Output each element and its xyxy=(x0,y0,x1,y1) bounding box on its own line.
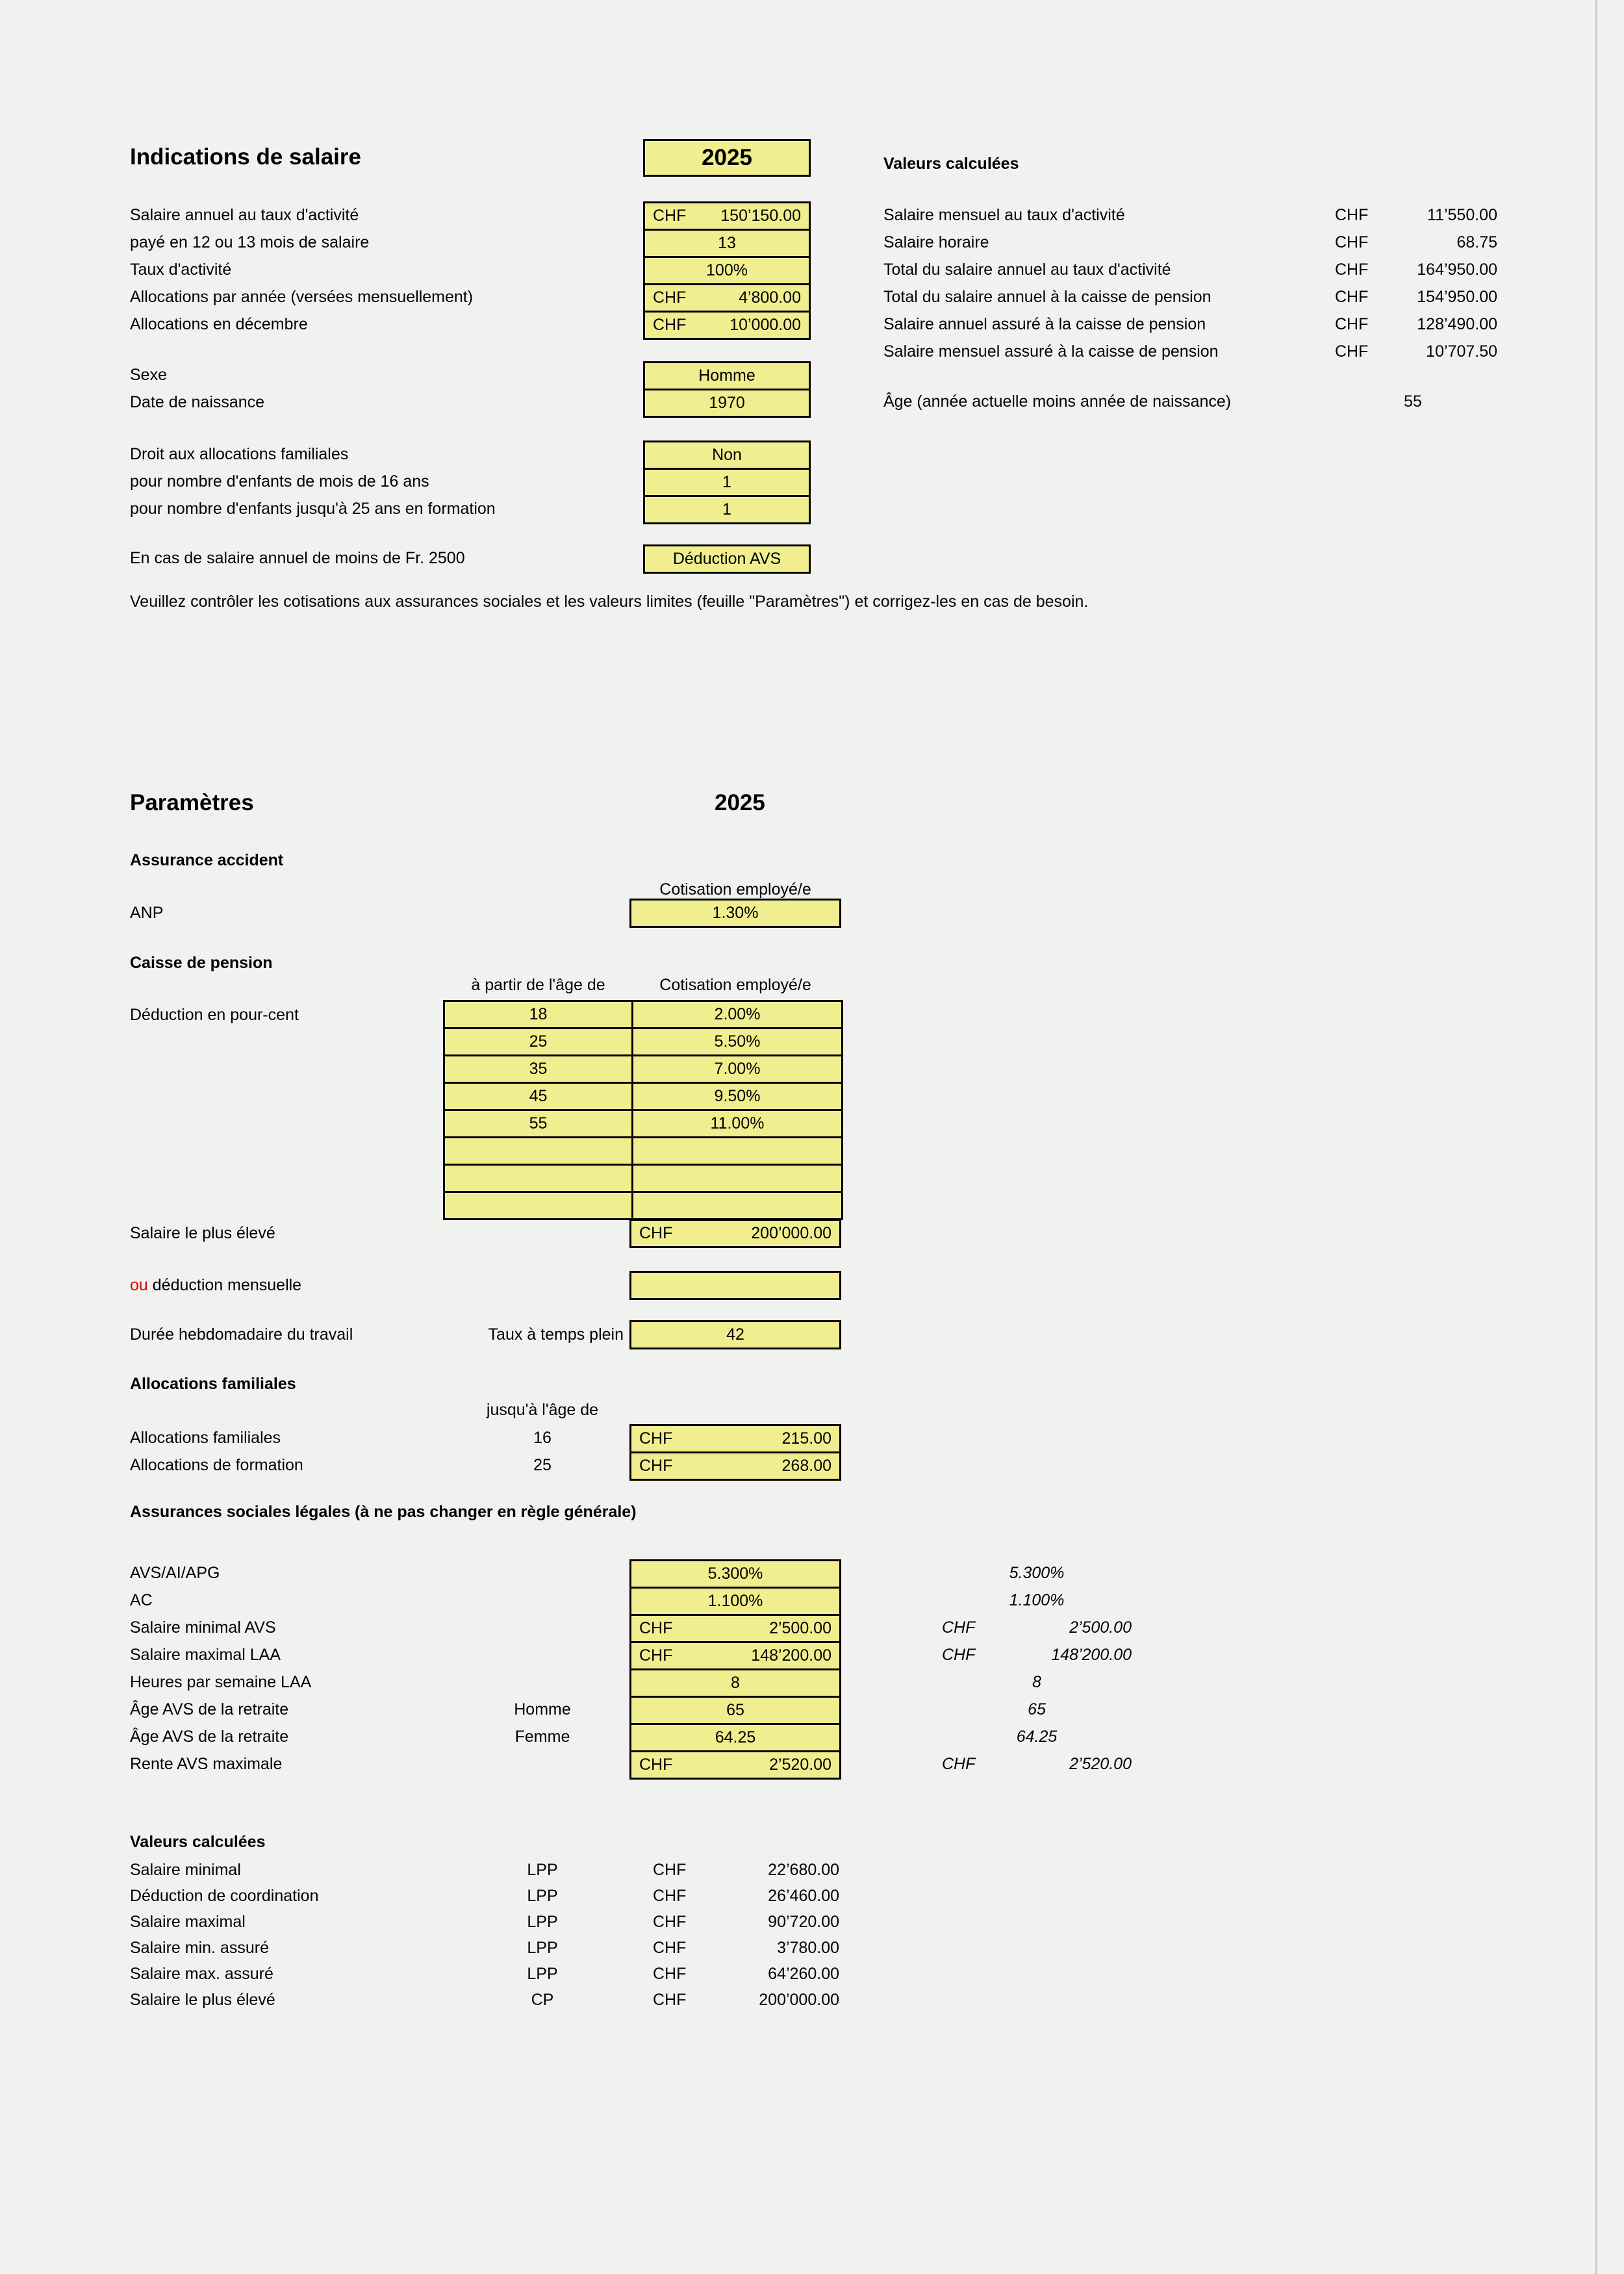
allowances-labels xyxy=(130,1424,303,1479)
label-max-laa: Salaire maximal LAA xyxy=(130,1646,281,1664)
sublabel-homme: Homme xyxy=(514,1700,571,1718)
label-yearly-allowances: Allocations par année (versées mensuellement) xyxy=(130,288,474,306)
ref-max-laa xyxy=(942,1641,1132,1668)
currency-label: CHF xyxy=(653,1913,687,1931)
pension-rate-cell[interactable] xyxy=(631,1000,843,1029)
ref-ac-rate: 1.100% xyxy=(1009,1591,1065,1609)
pension-age-cell[interactable] xyxy=(443,1136,633,1166)
currency-label: CHF xyxy=(1335,342,1369,361)
pension-rate-cell[interactable] xyxy=(631,1109,843,1138)
ref-hours-laa: 8 xyxy=(1032,1673,1041,1691)
pension-age-cell[interactable] xyxy=(443,1164,633,1193)
label-months: payé en 12 ou 13 mois de salaire xyxy=(130,233,370,251)
sex-cell[interactable] xyxy=(643,361,811,390)
calc-label: Total du salaire annuel au taux d'activité xyxy=(883,261,1171,279)
pension-row xyxy=(443,1000,843,1029)
pension-rate: 5.50% xyxy=(714,1032,761,1051)
label-pension-deduction: Déduction en pour-cent xyxy=(130,1006,299,1024)
bottom-calc-title: Valeurs calculées xyxy=(130,1833,266,1851)
calc-row-hourly-salary xyxy=(883,229,1507,256)
currency-label: CHF xyxy=(653,1991,687,2009)
input-labels xyxy=(130,201,473,338)
retirement-age-m-cell[interactable] xyxy=(629,1696,841,1725)
hours-laa-cell[interactable] xyxy=(629,1668,841,1698)
annual-salary-cell[interactable] xyxy=(643,201,811,231)
hours-laa-value: 8 xyxy=(731,1674,740,1692)
ref-value: 2’520.00 xyxy=(1069,1755,1132,1773)
age-label: Âge (année actuelle moins année de naissance) xyxy=(883,392,1232,411)
pension-age-cell[interactable] xyxy=(443,1054,633,1084)
social-title: Assurances sociales légales (à ne pas changer en règle générale) xyxy=(130,1503,637,1521)
calc-type: LPP xyxy=(527,1861,558,1879)
pension-rate-cell[interactable] xyxy=(631,1054,843,1084)
window-edge-line xyxy=(1595,0,1597,2274)
currency-label: CHF xyxy=(1335,288,1369,306)
yearly-allowances-cell[interactable] xyxy=(643,283,811,313)
calc-type: CP xyxy=(531,1991,554,2009)
label-highest-salary: Salaire le plus élevé xyxy=(130,1224,275,1242)
retirement-age-f-value: 64.25 xyxy=(715,1728,756,1746)
age-value: 55 xyxy=(1404,392,1422,411)
calc-label: Salaire maximal xyxy=(130,1913,246,1931)
calc-value: 11’550.00 xyxy=(1427,206,1497,224)
label-fulltime-rate: Taux à temps plein xyxy=(488,1325,624,1344)
currency-label: CHF xyxy=(1335,233,1369,251)
pension-col1-header: à partir de l'âge de xyxy=(471,976,605,994)
retirement-age-f-cell[interactable] xyxy=(629,1723,841,1752)
label-children-under25: pour nombre d'enfants jusqu'à 25 ans en formation xyxy=(130,500,496,518)
highest-salary-value: 200’000.00 xyxy=(751,1224,831,1242)
pension-row xyxy=(443,1082,843,1111)
calc-label: Salaire min. assuré xyxy=(130,1939,269,1957)
max-laa-value: 148’200.00 xyxy=(751,1646,831,1665)
currency-label: CHF xyxy=(942,1755,976,1773)
label-max-avs-pension: Rente AVS maximale xyxy=(130,1755,283,1773)
calc-value: 164’950.00 xyxy=(1417,261,1497,279)
label-retirement-age-f: Âge AVS de la retraite xyxy=(130,1728,289,1746)
ref-min-avs xyxy=(942,1614,1132,1641)
monthly-deduction-cell[interactable] xyxy=(629,1271,841,1300)
education-allowance-cell[interactable] xyxy=(629,1451,841,1481)
calc-row-monthly-salary xyxy=(883,201,1507,229)
anp-wrap xyxy=(629,899,841,928)
pension-age-cell[interactable] xyxy=(443,1027,633,1056)
currency-label: CHF xyxy=(653,1965,687,1983)
pension-age: 45 xyxy=(529,1087,548,1105)
person-cells xyxy=(643,361,811,418)
pension-rate: 11.00% xyxy=(710,1114,765,1132)
months-value: 13 xyxy=(718,234,736,252)
calc-type: LPP xyxy=(527,1965,558,1983)
label-avs-ai-apg: AVS/AI/APG xyxy=(130,1564,220,1582)
pension-rate: 7.00% xyxy=(714,1060,761,1078)
bottom-calc-row-max-insured xyxy=(130,1961,844,1987)
label-family-right: Droit aux allocations familiales xyxy=(130,445,349,463)
family-right-cell[interactable] xyxy=(643,441,811,470)
label-hours-laa: Heures par semaine LAA xyxy=(130,1673,312,1691)
calc-value: 90’720.00 xyxy=(768,1913,839,1931)
pension-rate-cell[interactable] xyxy=(631,1136,843,1166)
calc-value: 10’707.50 xyxy=(1426,342,1497,361)
pension-row xyxy=(443,1054,843,1084)
section2-title: Paramètres xyxy=(130,790,254,815)
allowances-ages xyxy=(448,1424,637,1479)
ac-rate-cell[interactable] xyxy=(629,1587,841,1616)
calc-row-insured-annual xyxy=(883,311,1507,338)
sublabel-femme: Femme xyxy=(514,1728,570,1746)
currency-label: CHF xyxy=(653,1861,687,1879)
max-laa-cell[interactable] xyxy=(629,1641,841,1670)
pension-rate-cell[interactable] xyxy=(631,1164,843,1193)
calc-label: Salaire mensuel au taux d'activité xyxy=(883,206,1125,224)
education-allowance-value: 268.00 xyxy=(781,1457,831,1475)
label-annual-salary: Salaire annuel au taux d'activité xyxy=(130,206,359,224)
calc-value: 128’490.00 xyxy=(1417,315,1497,333)
pension-title: Caisse de pension xyxy=(130,954,273,972)
highest-salary-cell[interactable] xyxy=(629,1219,841,1248)
pension-age-cell[interactable] xyxy=(443,1082,633,1111)
label-december-allowances: Allocations en décembre xyxy=(130,315,308,333)
allowances-cells xyxy=(629,1424,841,1481)
currency-label: CHF xyxy=(653,288,687,307)
currency-label: CHF xyxy=(653,316,687,334)
family-right-value: Non xyxy=(712,446,742,464)
highest-salary-wrap xyxy=(629,1219,841,1248)
pension-rate-cell[interactable] xyxy=(631,1027,843,1056)
currency-label: CHF xyxy=(639,1619,673,1637)
calc-type: LPP xyxy=(527,1913,558,1931)
family-cells xyxy=(643,441,811,524)
ref-retirement-f: 64.25 xyxy=(1016,1728,1058,1746)
education-allowance-age: 25 xyxy=(533,1456,552,1474)
ref-max-avs-pension xyxy=(942,1750,1132,1778)
family-labels xyxy=(130,441,496,522)
pension-row xyxy=(443,1191,843,1220)
section2-year: 2025 xyxy=(715,790,765,815)
calc-value: 68.75 xyxy=(1456,233,1497,251)
children-under25-value: 1 xyxy=(722,500,731,518)
december-allowances-cell[interactable] xyxy=(643,311,811,340)
avs-deduction-value: Déduction AVS xyxy=(672,550,781,568)
calc-row-total-annual xyxy=(883,256,1507,283)
family-allowance-value: 215.00 xyxy=(781,1429,831,1448)
children-under25-cell[interactable] xyxy=(643,495,811,524)
weekly-hours-wrap xyxy=(629,1320,841,1349)
pension-rate-cell[interactable] xyxy=(631,1191,843,1220)
calculated-values-title: Valeurs calculées xyxy=(883,155,1019,173)
label-education-allowance: Allocations de formation xyxy=(130,1456,303,1474)
children-under16-value: 1 xyxy=(722,473,731,491)
bottom-calc-row-min-insured xyxy=(130,1935,844,1961)
section1-title: Indications de salaire xyxy=(130,144,361,170)
ref-value: 148’200.00 xyxy=(1051,1646,1132,1664)
currency-label: CHF xyxy=(653,207,687,225)
currency-label: CHF xyxy=(639,1756,673,1774)
calc-value: 154’950.00 xyxy=(1417,288,1497,306)
pension-age-cell[interactable] xyxy=(443,1000,633,1029)
calc-label: Salaire le plus élevé xyxy=(130,1991,275,2009)
pension-table xyxy=(443,1000,843,1220)
ref-retirement-m: 65 xyxy=(1028,1700,1046,1718)
calc-value: 22’680.00 xyxy=(768,1861,839,1879)
ref-value: 2’500.00 xyxy=(1069,1618,1132,1637)
calc-label: Déduction de coordination xyxy=(130,1887,319,1905)
monthly-deduction-wrap xyxy=(629,1271,841,1300)
pension-age-cell[interactable] xyxy=(443,1109,633,1138)
bottom-calc-row-highest xyxy=(130,1987,844,2013)
pension-row xyxy=(443,1136,843,1166)
currency-label: CHF xyxy=(639,1646,673,1665)
currency-label: CHF xyxy=(639,1224,673,1242)
children-under16-cell[interactable] xyxy=(643,468,811,497)
birthdate-value: 1970 xyxy=(709,394,745,412)
avs-deduction-wrap xyxy=(643,544,811,574)
calc-type: LPP xyxy=(527,1939,558,1957)
label-ac: AC xyxy=(130,1591,153,1609)
label-sex: Sexe xyxy=(130,366,167,384)
label-activity-rate: Taux d'activité xyxy=(130,261,232,279)
currency-label: CHF xyxy=(942,1646,976,1664)
currency-label: CHF xyxy=(653,1939,687,1957)
person-labels xyxy=(130,361,264,416)
weekly-hours-cell[interactable] xyxy=(629,1320,841,1349)
label-children-under16: pour nombre d'enfants de mois de 16 ans xyxy=(130,472,429,491)
label-birthdate: Date de naissance xyxy=(130,393,265,411)
currency-label: CHF xyxy=(1335,206,1369,224)
birthdate-cell[interactable] xyxy=(643,389,811,418)
family-allowance-cell[interactable] xyxy=(629,1424,841,1453)
social-labels xyxy=(130,1559,311,1778)
social-cells xyxy=(629,1559,841,1780)
label-family-allowance: Allocations familiales xyxy=(130,1429,281,1447)
label-min-avs: Salaire minimal AVS xyxy=(130,1618,276,1637)
anp-cell[interactable] xyxy=(629,899,841,928)
pension-row xyxy=(443,1027,843,1056)
pension-age: 25 xyxy=(529,1032,548,1051)
label-monthly-deduction xyxy=(130,1271,301,1299)
avs-deduction-cell[interactable] xyxy=(643,544,811,574)
yearly-allowances-value: 4’800.00 xyxy=(739,288,801,307)
bottom-calc-row-coord xyxy=(130,1883,844,1909)
label-monthly-deduction-rest: déduction mensuelle xyxy=(147,1276,302,1294)
pension-row xyxy=(443,1164,843,1193)
year-value: 2025 xyxy=(702,145,752,170)
retirement-age-m-value: 65 xyxy=(726,1701,744,1719)
calc-value: 26’460.00 xyxy=(768,1887,839,1905)
input-cells xyxy=(643,201,811,340)
pension-col2-header: Cotisation employé/e xyxy=(659,976,811,994)
accident-title: Assurance accident xyxy=(130,851,284,869)
annual-salary-value: 150’150.00 xyxy=(720,207,801,225)
calc-value: 200’000.00 xyxy=(759,1991,839,2009)
pension-row xyxy=(443,1109,843,1138)
min-avs-value: 2’500.00 xyxy=(769,1619,831,1637)
pension-rate: 9.50% xyxy=(714,1087,761,1105)
currency-label: CHF xyxy=(942,1618,976,1637)
label-ou-red: ou xyxy=(130,1276,148,1294)
calc-label: Salaire horaire xyxy=(883,233,989,251)
bottom-calc-row-min xyxy=(130,1857,844,1883)
bottom-calc-row-max xyxy=(130,1909,844,1935)
family-allowance-age: 16 xyxy=(533,1429,552,1447)
ref-avs-rate: 5.300% xyxy=(1009,1564,1065,1582)
avs-rate-value: 5.300% xyxy=(707,1565,763,1583)
currency-label: CHF xyxy=(639,1457,673,1475)
weekly-hours-value: 42 xyxy=(726,1325,744,1344)
year-input-cell[interactable] xyxy=(643,139,811,177)
label-anp: ANP xyxy=(130,904,164,922)
calc-row-total-pension xyxy=(883,283,1507,311)
pension-age: 35 xyxy=(529,1060,548,1078)
label-retirement-age-m: Âge AVS de la retraite xyxy=(130,1700,289,1718)
calc-type: LPP xyxy=(527,1887,558,1905)
calc-label: Salaire mensuel assuré à la caisse de pension xyxy=(883,342,1219,361)
accident-col-header: Cotisation employé/e xyxy=(659,880,811,899)
max-avs-pension-cell[interactable] xyxy=(629,1750,841,1780)
min-avs-cell[interactable] xyxy=(629,1614,841,1643)
calc-row-insured-monthly xyxy=(883,338,1507,365)
currency-label: CHF xyxy=(1335,315,1369,333)
calc-label: Salaire annuel assuré à la caisse de pension xyxy=(883,315,1206,333)
calc-label: Salaire max. assuré xyxy=(130,1965,273,1983)
activity-rate-value: 100% xyxy=(706,261,748,279)
currency-label: CHF xyxy=(639,1429,673,1448)
calc-row-age xyxy=(883,388,1507,415)
calc-label: Total du salaire annuel à la caisse de pension xyxy=(883,288,1212,306)
pension-rate-cell[interactable] xyxy=(631,1082,843,1111)
control-note: Veuillez contrôler les cotisations aux assurances sociales et les valeurs limites (feuille "Paramètres") et corrigez-les en cas de besoin. xyxy=(130,593,1089,611)
sex-value: Homme xyxy=(698,366,755,385)
calc-value: 3’780.00 xyxy=(777,1939,839,1957)
currency-label: CHF xyxy=(1335,261,1369,279)
allowances-col-header: jusqu'à l'âge de xyxy=(486,1401,599,1419)
months-cell[interactable] xyxy=(643,229,811,258)
label-weekly-hours: Durée hebdomadaire du travail xyxy=(130,1325,353,1344)
avs-rate-cell[interactable] xyxy=(629,1559,841,1589)
allowances-title: Allocations familiales xyxy=(130,1375,296,1393)
pension-age: 18 xyxy=(529,1005,548,1023)
calc-value: 64’260.00 xyxy=(768,1965,839,1983)
label-avs-deduction: En cas de salaire annuel de moins de Fr. 2500 xyxy=(130,549,465,567)
max-avs-pension-value: 2’520.00 xyxy=(769,1756,831,1774)
december-allowances-value: 10’000.00 xyxy=(730,316,801,334)
pension-age: 55 xyxy=(529,1114,548,1132)
activity-rate-cell[interactable] xyxy=(643,256,811,285)
calc-label: Salaire minimal xyxy=(130,1861,241,1879)
ac-rate-value: 1.100% xyxy=(707,1592,763,1610)
pension-age-cell[interactable] xyxy=(443,1191,633,1220)
currency-label: CHF xyxy=(653,1887,687,1905)
pension-rate: 2.00% xyxy=(714,1005,761,1023)
anp-value: 1.30% xyxy=(712,904,759,922)
